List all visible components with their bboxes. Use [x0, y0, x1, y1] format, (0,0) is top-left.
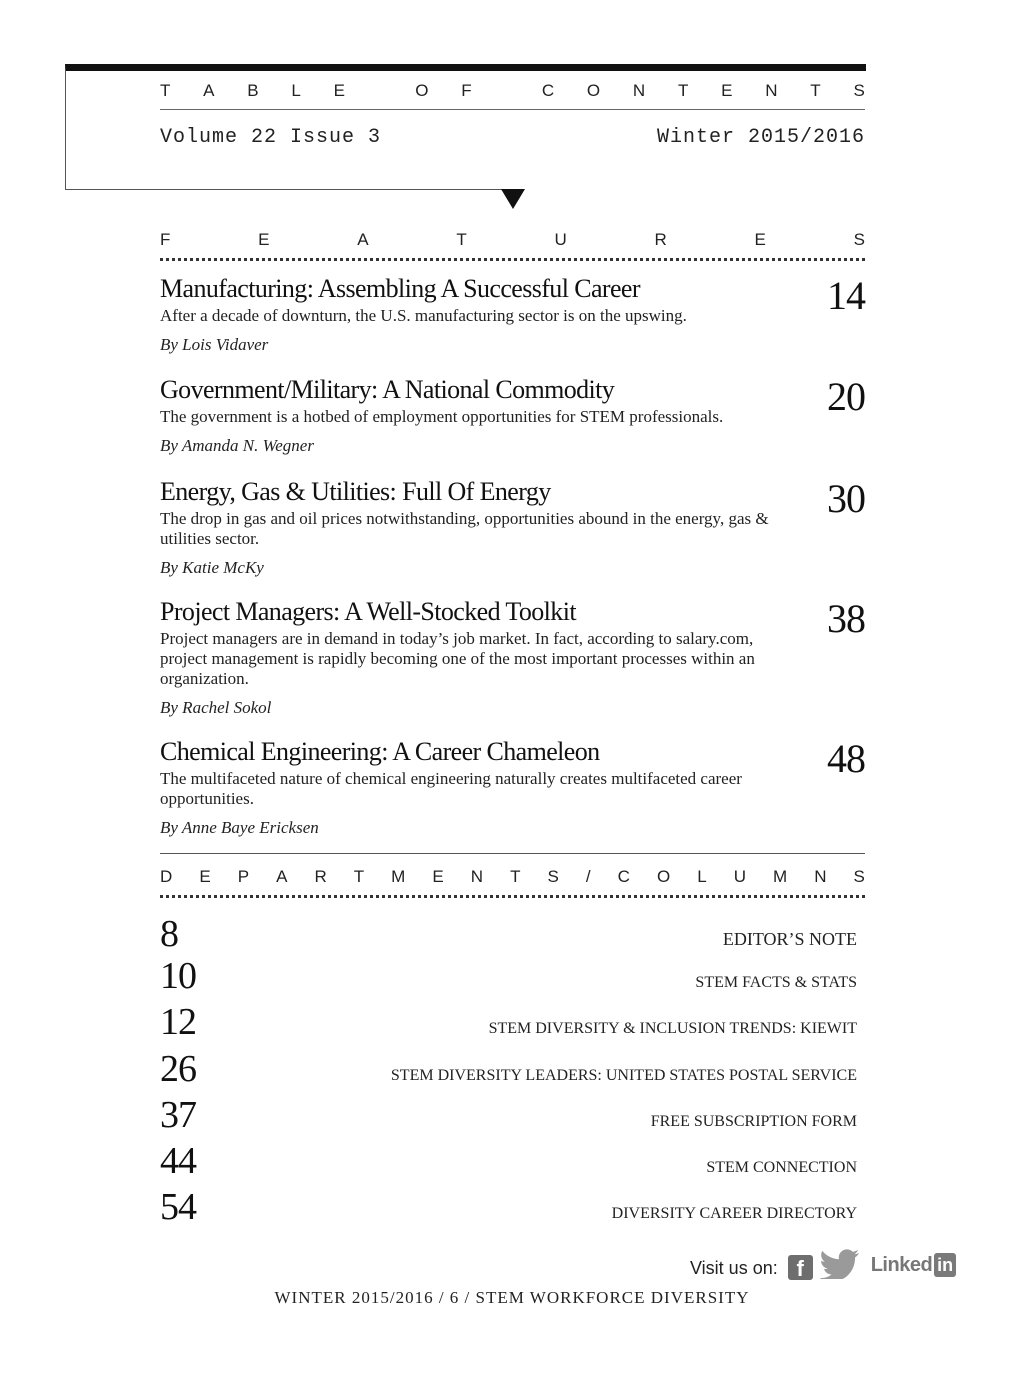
department-item[interactable] — [160, 1091, 857, 1135]
feature-byline: By Anne Baye Ericksen — [160, 818, 319, 837]
toc-heading-letter: B — [247, 81, 259, 100]
feature-title[interactable]: Manufacturing: Assembling A Successful Career — [160, 274, 640, 303]
features-heading-letter: T — [456, 230, 467, 249]
header-frame-bottom-rule — [65, 189, 507, 190]
features-heading-letter: E — [258, 230, 270, 249]
feature-page-number: 48 — [827, 736, 865, 781]
page-footer: WINTER 2015/2016 / 6 / STEM WORKFORCE DIVERSITY — [274, 1288, 750, 1307]
toc-heading-letter: E — [721, 81, 733, 100]
departments-heading-letter: S — [853, 867, 865, 886]
department-page-number: 54 — [160, 1186, 196, 1228]
department-page-number: 26 — [160, 1048, 196, 1090]
departments-heading-letter: E — [432, 867, 444, 886]
departments-heading-letter: T — [353, 867, 365, 886]
features-heading-letter: R — [654, 230, 667, 249]
feature-title[interactable]: Energy, Gas & Utilities: Full Of Energy — [160, 477, 551, 506]
down-arrow-icon — [501, 189, 525, 209]
departments-heading-letter: R — [314, 867, 327, 886]
toc-heading-letter: L — [291, 81, 301, 100]
feature-item[interactable] — [160, 737, 865, 838]
departments-heading-letter: M — [773, 867, 788, 886]
facebook-icon[interactable]: f — [788, 1255, 813, 1280]
departments-heading-letter: E — [199, 867, 211, 886]
features-heading-letter: A — [357, 230, 369, 249]
toc-heading-letter — [378, 81, 383, 101]
twitter-icon[interactable] — [819, 1249, 861, 1284]
departments-heading-letter: M — [391, 867, 406, 886]
departments-heading-letter: O — [656, 867, 671, 886]
department-item[interactable] — [160, 1183, 857, 1227]
features-heading — [160, 230, 865, 250]
issue-season: Winter 2015/2016 — [656, 126, 865, 149]
toc-heading-letter: T — [160, 81, 171, 100]
linkedin-icon[interactable] — [871, 1253, 956, 1277]
department-item[interactable] — [160, 1045, 857, 1089]
toc-heading-letter: E — [333, 81, 345, 100]
feature-byline: By Katie McKy — [160, 558, 264, 577]
toc-heading-letter: A — [203, 81, 215, 100]
departments-heading-letter: A — [276, 867, 288, 886]
departments-top-rule — [160, 853, 865, 854]
toc-heading-letter: O — [586, 81, 601, 100]
linkedin-badge: in — [934, 1253, 956, 1277]
departments-heading-letter: / — [585, 867, 591, 886]
department-page-number: 10 — [160, 955, 196, 997]
departments-heading-letter: C — [617, 867, 630, 886]
department-label[interactable]: STEM DIVERSITY LEADERS: UNITED STATES POSTAL SERVICE — [390, 1067, 857, 1084]
department-item[interactable] — [160, 998, 857, 1042]
departments-heading-letter: L — [697, 867, 707, 886]
feature-page-number: 30 — [827, 476, 865, 521]
feature-description: Project managers are in demand in today’s job market. In fact, according to salary.com, project management is rapidly becoming one of the most important processes within an organization. — [160, 629, 755, 688]
departments-heading-letter: P — [237, 867, 250, 886]
toc-heading-letter: S — [853, 81, 865, 100]
feature-description: The multifaceted nature of chemical engineering naturally creates multifaceted career opportunities. — [160, 769, 742, 808]
toc-heading-letter: C — [541, 81, 555, 100]
departments-heading-letter: N — [470, 867, 484, 886]
volume-issue: Volume 22 Issue 3 — [160, 126, 382, 149]
departments-heading — [160, 867, 865, 887]
departments-heading-letter: U — [733, 867, 746, 886]
feature-page-number: 38 — [827, 596, 865, 641]
feature-page-number: 20 — [827, 374, 865, 419]
toc-heading-letter: T — [677, 81, 689, 100]
feature-description: The government is a hotbed of employment opportunities for STEM professionals. — [160, 407, 724, 426]
toc-heading-letter: T — [810, 81, 821, 100]
department-item[interactable] — [160, 952, 857, 996]
departments-heading-letter: D — [160, 867, 173, 886]
toc-heading-letter — [504, 81, 509, 101]
feature-item[interactable] — [160, 375, 865, 456]
department-label[interactable]: STEM CONNECTION — [706, 1159, 857, 1176]
departments-dotted-rule — [160, 895, 865, 898]
department-label[interactable]: EDITOR’S NOTE — [722, 929, 857, 949]
toc-heading-letter: N — [765, 81, 778, 100]
department-label[interactable]: DIVERSITY CAREER DIRECTORY — [611, 1205, 857, 1222]
header-divider — [160, 109, 865, 110]
feature-item[interactable] — [160, 274, 865, 355]
features-heading-letter: E — [754, 230, 766, 249]
departments-heading-letter: N — [814, 867, 827, 886]
table-of-contents-heading — [160, 81, 865, 101]
features-heading-letter: U — [554, 230, 567, 249]
features-heading-letter: S — [853, 230, 865, 249]
department-item[interactable] — [160, 1137, 857, 1181]
features-heading-letter: F — [160, 230, 171, 249]
feature-byline: By Rachel Sokol — [160, 698, 272, 717]
toc-heading-letter: O — [415, 81, 429, 100]
features-dotted-rule — [160, 258, 865, 261]
department-page-number: 8 — [160, 913, 178, 955]
feature-description: After a decade of downturn, the U.S. manufacturing sector is on the upswing. — [160, 306, 687, 325]
department-page-number: 12 — [160, 1001, 196, 1043]
feature-byline: By Amanda N. Wegner — [160, 436, 314, 455]
feature-title[interactable]: Project Managers: A Well-Stocked Toolkit — [160, 597, 576, 626]
issue-info — [160, 126, 865, 149]
department-label[interactable]: STEM FACTS & STATS — [695, 974, 857, 991]
department-page-number: 37 — [160, 1094, 196, 1136]
departments-heading-letter: S — [547, 867, 559, 886]
feature-title[interactable]: Government/Military: A National Commodity — [160, 375, 615, 404]
linkedin-wordmark: Linked — [870, 1253, 933, 1276]
department-label[interactable]: FREE SUBSCRIPTION FORM — [650, 1113, 857, 1130]
feature-description: The drop in gas and oil prices notwithstanding, opportunities abound in the energy, gas & utilities sector. — [160, 509, 769, 548]
department-label[interactable]: STEM DIVERSITY & INCLUSION TRENDS: KIEWIT — [488, 1020, 857, 1037]
feature-item[interactable] — [160, 477, 865, 578]
feature-title[interactable]: Chemical Engineering: A Career Chameleon — [160, 737, 600, 766]
toc-heading-letter: N — [632, 81, 646, 100]
department-page-number: 44 — [160, 1140, 196, 1182]
departments-heading-letter: T — [510, 867, 521, 886]
social-links — [690, 1248, 956, 1282]
feature-page-number: 14 — [827, 273, 865, 318]
feature-item[interactable] — [160, 597, 865, 718]
visit-us-label: Visit us on: — [690, 1257, 778, 1278]
department-item[interactable] — [160, 910, 857, 954]
feature-byline: By Lois Vidaver — [160, 335, 269, 354]
toc-heading-letter: F — [461, 81, 472, 100]
